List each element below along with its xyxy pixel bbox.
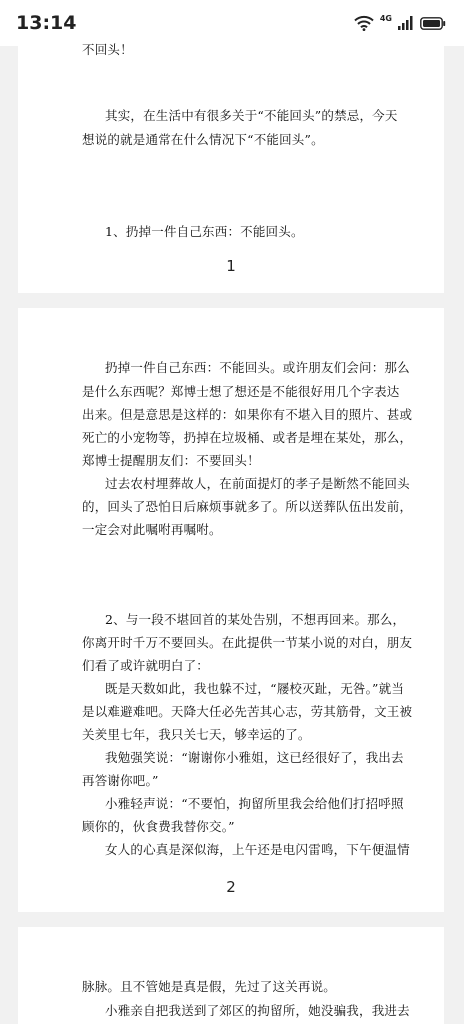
text-line: 既是天数如此，我也躲不过，“屦校灭趾，无咎。”就当 <box>105 681 405 696</box>
text-line: 关羑里七年，我只关七天，够幸运的了。 <box>82 727 311 742</box>
text-line: 扔掉一件自己东西：不能回头。或许朋友们会问：那么 <box>105 360 410 375</box>
text-line: 们看了或许就明白了： <box>82 658 210 673</box>
status-icons <box>354 15 446 31</box>
text-line: 你离开时千万不要回头。在此提供一节某小说的对白，朋友 <box>82 635 413 650</box>
wifi-icon <box>354 15 374 31</box>
text-line: 顾你的，伙食费我替你交。” <box>82 819 235 834</box>
text-line: 出来。但是意思是这样的：如果你有不堪入目的照片、甚或 <box>82 407 413 422</box>
status-time: 13:14 <box>16 12 77 34</box>
text-line: 是以难避难吧。天降大任必先苦其心志，劳其筋骨，文王被 <box>82 704 413 719</box>
text-line: 1、扔掉一件自己东西：不能回头。 <box>105 224 304 239</box>
text-line: 想说的就是通常在什么情况下“不能回头”。 <box>82 132 324 147</box>
text-line: 小雅轻声说：“不要怕，拘留所里我会给他们打招呼照 <box>105 796 404 811</box>
text-line: 2、与一段不堪回首的某处告别，不想再回来。那么， <box>105 612 406 627</box>
text-line: 一定会对此嘱咐再嘱咐。 <box>82 522 222 537</box>
signal-icon <box>398 16 414 30</box>
text-line: 其实，在生活中有很多关于“不能回头”的禁忌，今天 <box>105 108 398 123</box>
page-number: 2 <box>226 878 236 896</box>
document-page-2 <box>18 308 444 912</box>
network-label: 4G <box>379 13 392 23</box>
text-line: 是什么东西呢？郑博士想了想还是不能很好用几个字表达 <box>82 384 400 399</box>
document-page-3 <box>18 927 444 1024</box>
text-line: 死亡的小宠物等，扔掉在垃圾桶、或者是埋在某处，那么， <box>82 430 413 445</box>
page-number: 1 <box>226 257 236 275</box>
text-line: 我勉强笑说：“谢谢你小雅姐，这已经很好了，我出去 <box>105 750 404 765</box>
battery-icon <box>420 17 446 30</box>
text-line: 小雅亲自把我送到了郊区的拘留所，她没骗我，我进去 <box>105 1003 410 1018</box>
text-line: 再答谢你吧。” <box>82 773 159 788</box>
text-line: 过去农村埋葬故人，在前面提灯的孝子是断然不能回头 <box>105 476 410 491</box>
document-page-1 <box>18 42 444 293</box>
text-line: 脉脉。且不管她是真是假，先过了这关再说。 <box>82 979 337 994</box>
text-line: 的，回头了恐怕日后麻烦事就多了。所以送葬队伍出发前， <box>82 499 413 514</box>
text-line: 女人的心真是深似海，上午还是电闪雷鸣，下午便温情 <box>105 842 410 857</box>
text-line: 郑博士提醒朋友们：不要回头！ <box>82 453 260 468</box>
text-line: 不回头！ <box>82 42 133 57</box>
